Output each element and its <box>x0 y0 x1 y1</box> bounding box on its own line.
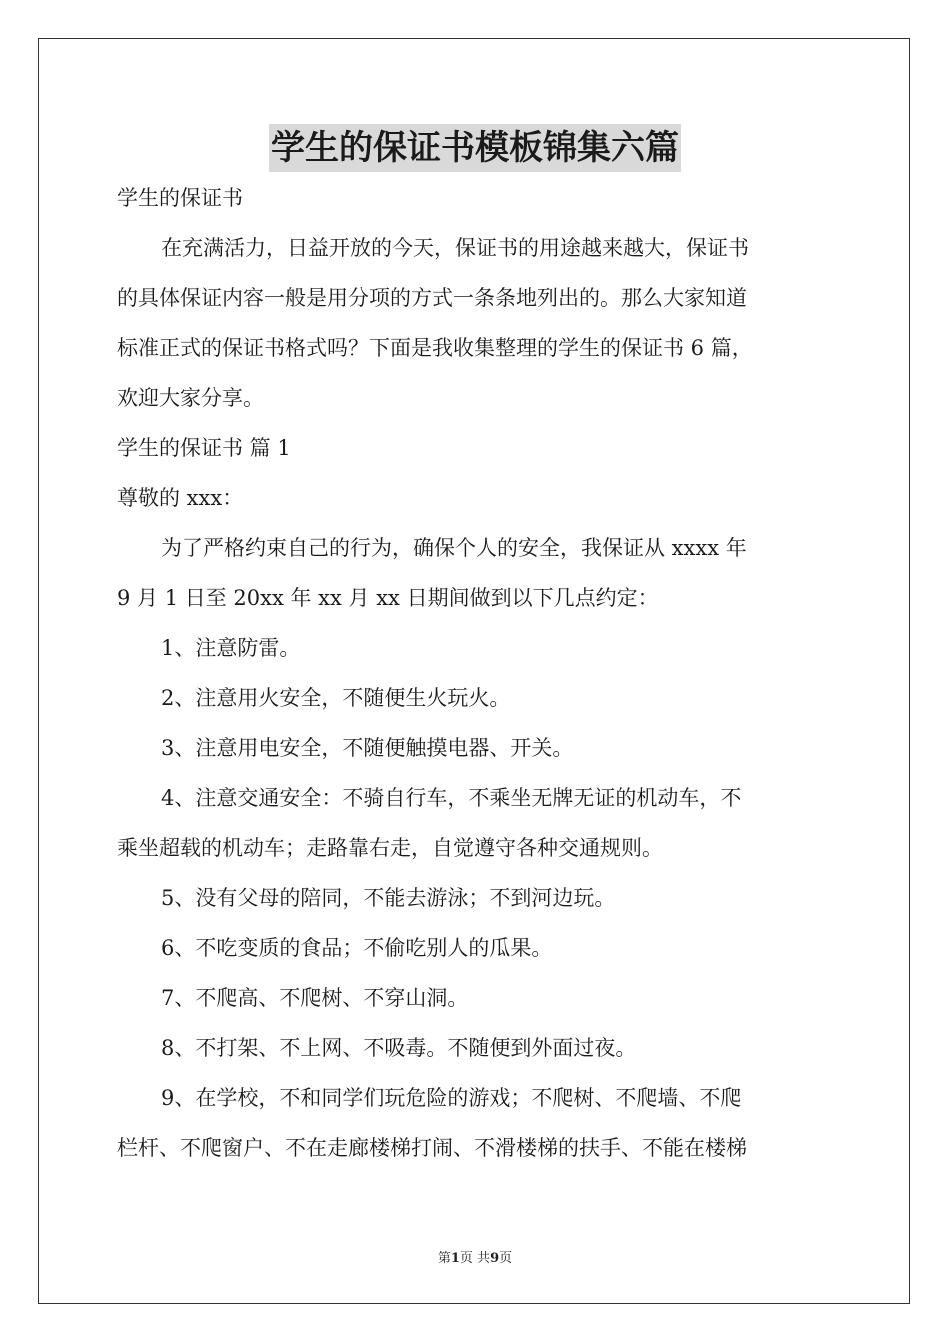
text-line: 7、不爬高、不爬树、不穿山洞。 <box>161 986 469 1010</box>
text-line: 9、在学校，不和同学们玩危险的游戏；不爬树、不爬墙、不爬 <box>161 1086 742 1110</box>
text-line: 5、没有父母的陪同，不能去游泳；不到河边玩。 <box>161 886 616 910</box>
text-line: 6、不吃变质的食品；不偷吃别人的瓜果。 <box>161 936 553 960</box>
footer-page-suffix: 页 <box>499 1251 513 1266</box>
text-line: 1、注意防雷。 <box>161 636 301 660</box>
text-line: 2、注意用火安全，不随便生火玩火。 <box>161 686 511 710</box>
text-line: 栏杆、不爬窗户、不在走廊楼梯打闹、不滑楼梯的扶手、不能在楼梯 <box>117 1136 747 1160</box>
footer-page-prefix: 第 <box>437 1251 451 1266</box>
text-line: 标准正式的保证书格式吗？下面是我收集整理的学生的保证书 6 篇， <box>117 336 753 360</box>
text-line: 在充满活力，日益开放的今天，保证书的用途越来越大，保证书 <box>161 236 749 260</box>
text-line: 尊敬的 xxx： <box>117 486 244 510</box>
text-line: 的具体保证内容一般是用分项的方式一条条地列出的。那么大家知道 <box>117 286 747 310</box>
page-footer <box>0 1250 950 1268</box>
text-line: 3、注意用电安全，不随便触摸电器、开关。 <box>161 736 574 760</box>
title-container <box>0 124 950 172</box>
footer-page-current: 1 <box>450 1251 460 1266</box>
document-body <box>117 173 837 1173</box>
text-line: 学生的保证书 <box>117 186 243 210</box>
footer-page-total: 9 <box>490 1251 500 1266</box>
text-line: 学生的保证书 篇 1 <box>117 436 291 460</box>
text-line: 8、不打架、不上网、不吸毒。不随便到外面过夜。 <box>161 1036 637 1060</box>
text-line: 乘坐超载的机动车；走路靠右走，自觉遵守各种交通规则。 <box>117 836 663 860</box>
text-line: 4、注意交通安全：不骑自行车，不乘坐无牌无证的机动车，不 <box>161 786 742 810</box>
document-title: 学生的保证书模板锦集六篇 <box>269 124 681 172</box>
text-line: 欢迎大家分享。 <box>117 386 264 410</box>
text-line: 9 月 1 日至 20xx 年 xx 月 xx 日期间做到以下几点约定： <box>117 586 659 610</box>
text-line: 为了严格约束自己的行为，确保个人的安全，我保证从 xxxx 年 <box>161 536 747 560</box>
footer-page-mid: 页 共 <box>459 1251 491 1266</box>
